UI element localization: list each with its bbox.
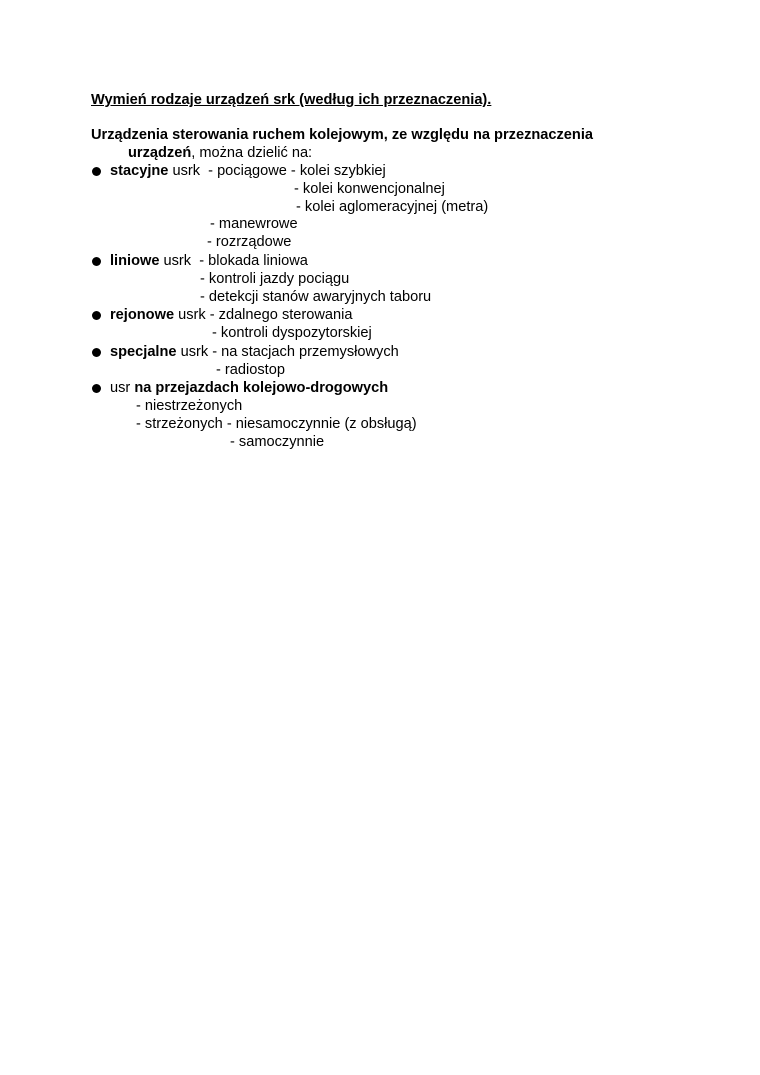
section-przejazdy-label: na przejazdach kolejowo-drogowych xyxy=(134,380,389,396)
intro-line-2 xyxy=(128,144,312,162)
section-stacyjne-text: usrk - pociągowe - kolei szybkiej xyxy=(168,163,386,179)
bullet-icon xyxy=(92,167,101,176)
section-przejazdy xyxy=(110,379,388,397)
bullet-icon xyxy=(92,257,101,266)
sub-item: - kontroli jazdy pociągu xyxy=(200,271,350,287)
intro-line-1: Urządzenia sterowania ruchem kolejowym, ze względu na przeznaczenia xyxy=(91,127,594,143)
sub-item: - samoczynnie xyxy=(230,434,325,450)
intro-bold-word: urządzeń xyxy=(128,145,192,161)
sub-item: - kolei aglomeracyjnej (metra) xyxy=(296,199,489,215)
sub-item: - rozrządowe xyxy=(207,234,292,250)
bullet-icon xyxy=(92,311,101,320)
section-liniowe-label: liniowe xyxy=(110,253,160,269)
sub-item: - kontroli dyspozytorskiej xyxy=(212,325,372,341)
section-liniowe-text: usrk - blokada liniowa xyxy=(159,253,308,269)
bullet-icon xyxy=(92,384,101,393)
section-liniowe xyxy=(110,252,308,270)
sub-item: - strzeżonych - niesamoczynnie (z obsługą) xyxy=(136,416,417,432)
intro-rest: , można dzielić na: xyxy=(191,145,313,161)
section-stacyjne xyxy=(110,162,386,180)
bullet-icon xyxy=(92,348,101,357)
section-specjalne-text: usrk - na stacjach przemysłowych xyxy=(176,344,399,360)
sub-item: - radiostop xyxy=(216,362,285,378)
section-rejonowe-label: rejonowe xyxy=(110,307,175,323)
sub-item: - kolei konwencjonalnej xyxy=(294,181,445,197)
document-title: Wymień rodzaje urządzeń srk (według ich przeznaczenia). xyxy=(91,92,492,108)
section-rejonowe xyxy=(110,306,353,324)
section-rejonowe-text: usrk - zdalnego sterowania xyxy=(174,307,353,323)
section-przejazdy-prefix: usr xyxy=(110,380,135,396)
section-specjalne-label: specjalne xyxy=(110,344,177,360)
sub-item: - detekcji stanów awaryjnych taboru xyxy=(200,289,432,305)
sub-item: - niestrzeżonych xyxy=(136,398,243,414)
section-stacyjne-label: stacyjne xyxy=(110,163,169,179)
section-specjalne xyxy=(110,343,399,361)
sub-item: - manewrowe xyxy=(210,216,298,232)
